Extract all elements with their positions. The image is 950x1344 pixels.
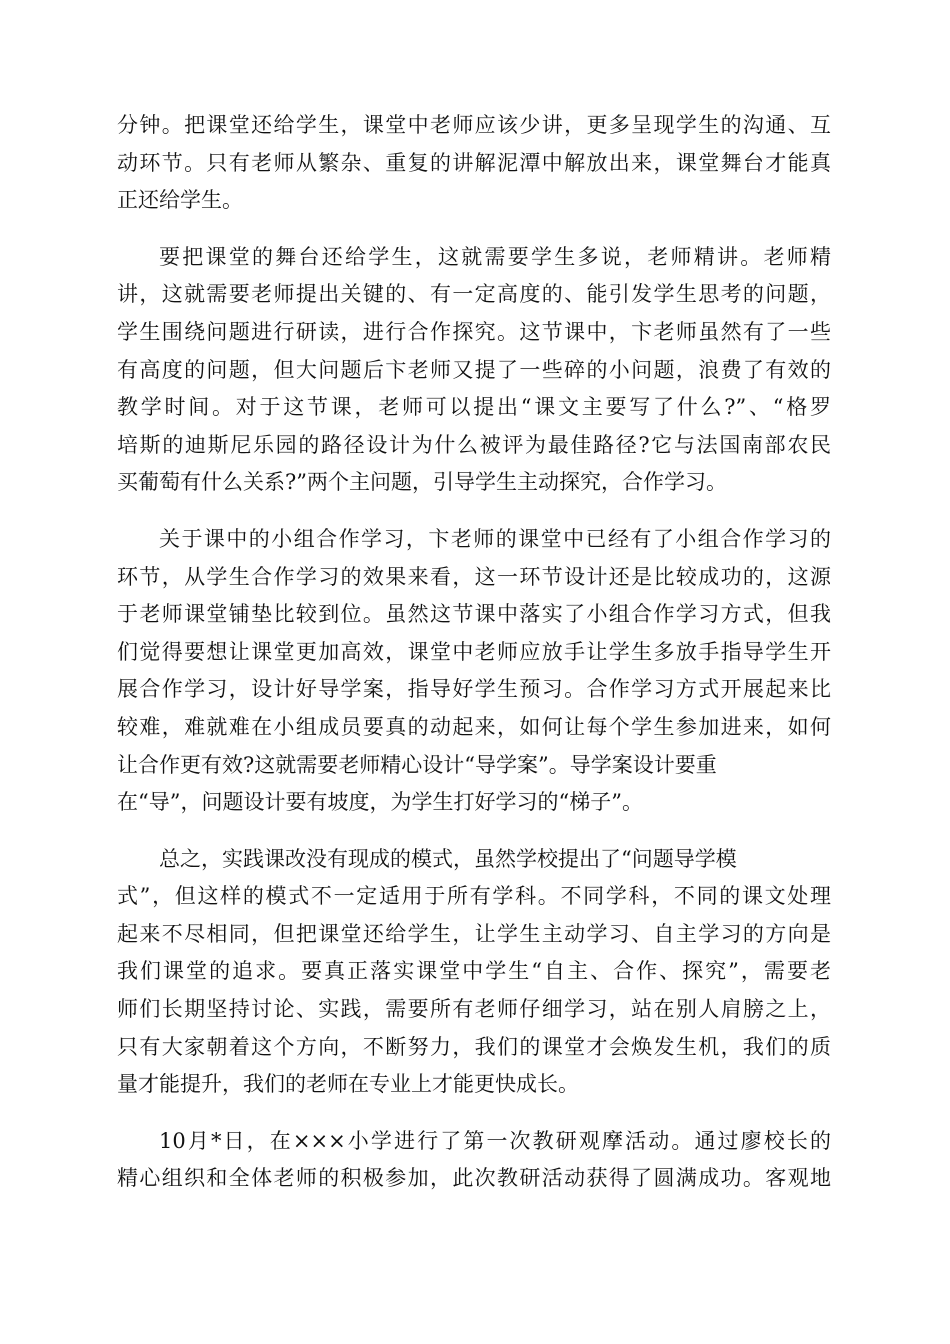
text-line: 关于课中的小组合作学习，卞老师的课堂中已经有了小组合作学习的: [159, 526, 831, 551]
text-line: 环节，从学生合作学习的效果来看，这一环节设计还是比较成功的，这源: [117, 564, 831, 589]
paragraph: [117, 521, 831, 822]
text-line: 较难，难就难在小组成员要真的动起来，如何让每个学生参加进来，如何: [117, 714, 831, 739]
paragraph: [117, 1123, 831, 1198]
text-line: 讲，这就需要老师提出关键的、有一定高度的、能引发学生思考的问题，: [117, 282, 831, 307]
paragraph: [117, 107, 831, 220]
text-line: 展合作学习，设计好导学案，指导好学生预习。合作学习方式开展起来比: [117, 677, 831, 702]
text-line: 教学时间。对于这节课，老师可以提出“课文主要写了什么?”、“格罗: [117, 395, 831, 420]
text-line: 10月*日，在×××小学进行了第一次教研观摩活动。通过廖校长的: [159, 1128, 831, 1153]
text-line: 于老师课堂铺垫比较到位。虽然这节课中落实了小组合作学习方式，但我: [117, 602, 831, 627]
paragraph: [117, 239, 831, 502]
text-line: 正还给学生。: [117, 188, 243, 213]
text-line: 分钟。把课堂还给学生，课堂中老师应该少讲，更多呈现学生的沟通、互: [117, 113, 831, 137]
text-line: 有高度的问题，但大问题后卞老师又提了一些碎的小问题，浪费了有效的: [117, 357, 831, 382]
text-line: 只有大家朝着这个方向，不断努力，我们的课堂才会焕发生机，我们的质: [117, 1034, 831, 1059]
text-line: 让合作更有效?这就需要老师精心设计“导学案”。导学案设计要重: [117, 752, 717, 777]
paragraph: [117, 841, 831, 1104]
text-line: 我们课堂的追求。要真正落实课堂中学生“自主、合作、探究”，需要老: [117, 959, 831, 984]
text-line: 培斯的迪斯尼乐园的路径设计为什么被评为最佳路径?它与法国南部农民: [117, 432, 831, 457]
text-line: 们觉得要想让课堂更加高效，课堂中老师应放手让学生多放手指导学生开: [117, 639, 831, 664]
text-line: 学生围绕问题进行研读，进行合作探究。这节课中，卞老师虽然有了一些: [117, 319, 831, 344]
text-line: 精心组织和全体老师的积极参加，此次教研活动获得了圆满成功。客观地: [117, 1166, 831, 1191]
text-line: 动环节。只有老师从繁杂、重复的讲解泥潭中解放出来，课堂舞台才能真: [117, 150, 831, 175]
text-line: 量才能提升，我们的老师在专业上才能更快成长。: [117, 1072, 579, 1097]
text-line: 式”，但这样的模式不一定适用于所有学科。不同学科，不同的课文处理: [117, 884, 831, 909]
text-line: 师们长期坚持讨论、实践，需要所有老师仔细学习，站在别人肩膀之上，: [117, 997, 831, 1022]
text-line: 要把课堂的舞台还给学生，这就需要学生多说，老师精讲。老师精: [159, 244, 831, 269]
text-line: 总之，实践课改没有现成的模式，虽然学校提出了“问题导学模: [159, 846, 737, 871]
text-line: 在“导”，问题设计要有坡度，为学生打好学习的“梯子”。: [117, 790, 643, 815]
text-line: 买葡萄有什么关系?”两个主问题，引导学生主动探究，合作学习。: [117, 470, 727, 495]
document-body: [117, 107, 831, 1217]
text-line: 起来不尽相同，但把课堂还给学生，让学生主动学习、自主学习的方向是: [117, 921, 831, 946]
